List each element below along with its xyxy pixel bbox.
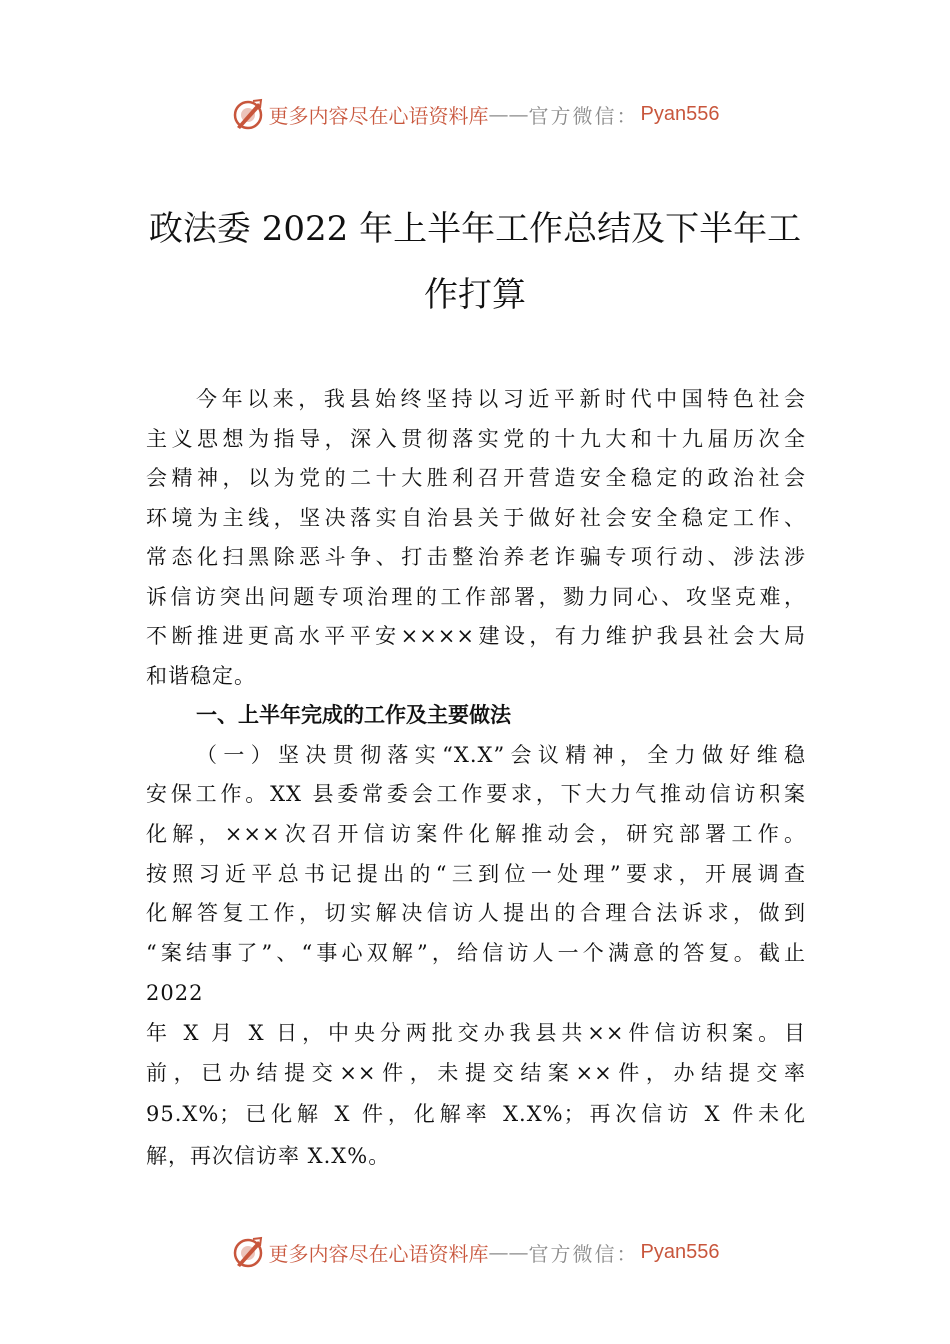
banner-wechat-id: Pyan556	[640, 102, 720, 125]
body-line: “案结事了”、“事心双解”，给信访人一个满意的答复。截止	[146, 941, 806, 965]
body-line: 年 X 月 X 日，中央分两批交办我县共××件信访积案。目	[146, 1021, 806, 1045]
header-banner	[0, 94, 950, 134]
document-title-line-2: 作打算	[424, 275, 526, 315]
body-line: 按照习近平总书记提出的“三到位一处理”要求，开展调查	[146, 862, 806, 886]
footer-banner	[0, 1232, 950, 1272]
banner-wechat-id: Pyan556	[640, 1240, 720, 1263]
body-line: 化解，×××次召开信访案件化解推动会，研究部署工作。	[146, 822, 806, 846]
body-line: 会精神，以为党的二十大胜利召开营造安全稳定的政治社会	[146, 466, 806, 490]
pen-seal-logo-icon	[231, 1235, 265, 1269]
document-title-line-1: 政法委 2022 年上半年工作总结及下半年工	[148, 209, 802, 249]
banner-brand-text: 更多内容尽在心语资料库	[268, 103, 489, 128]
body-line: 95.X%；已化解 X 件，化解率 X.X%；再次信访 X 件未化	[146, 1102, 806, 1126]
body-line: 主义思想为指导，深入贯彻落实党的十九大和十九届历次全	[146, 427, 806, 451]
banner-separator: ——	[488, 1240, 529, 1264]
banner-official-label: 官方微信：	[528, 1241, 639, 1266]
body-line: 化解答复工作，切实解决信访人提出的合理合法诉求，做到	[146, 901, 806, 925]
body-line: 不断推进更高水平平安××××建设，有力维护我县社会大局	[146, 624, 806, 648]
section-heading: 一、上半年完成的工作及主要做法	[196, 703, 511, 727]
banner-official-label: 官方微信：	[528, 103, 639, 128]
body-line: 前，已办结提交××件，未提交结案××件，办结提交率	[146, 1061, 806, 1085]
body-line: 诉信访突出问题专项治理的工作部署，勠力同心、攻坚克难，	[146, 585, 806, 609]
body-line: 今年以来，我县始终坚持以习近平新时代中国特色社会	[196, 387, 806, 411]
pen-seal-logo-icon	[231, 97, 265, 131]
body-line: （一）坚决贯彻落实“X.X”会议精神，全力做好维稳	[196, 743, 806, 767]
body-line: 环境为主线，坚决落实自治县关于做好社会安全稳定工作、	[146, 506, 806, 530]
banner-brand-text: 更多内容尽在心语资料库	[268, 1241, 489, 1266]
body-line: 2022	[146, 981, 204, 1005]
banner-separator: ——	[488, 102, 529, 126]
body-line: 解，再次信访率 X.X%。	[146, 1144, 391, 1168]
body-line: 和谐稳定。	[146, 664, 256, 688]
body-line: 常态化扫黑除恶斗争、打击整治养老诈骗专项行动、涉法涉	[146, 545, 806, 569]
body-line: 安保工作。XX 县委常委会工作要求，下大力气推动信访积案	[146, 782, 806, 806]
